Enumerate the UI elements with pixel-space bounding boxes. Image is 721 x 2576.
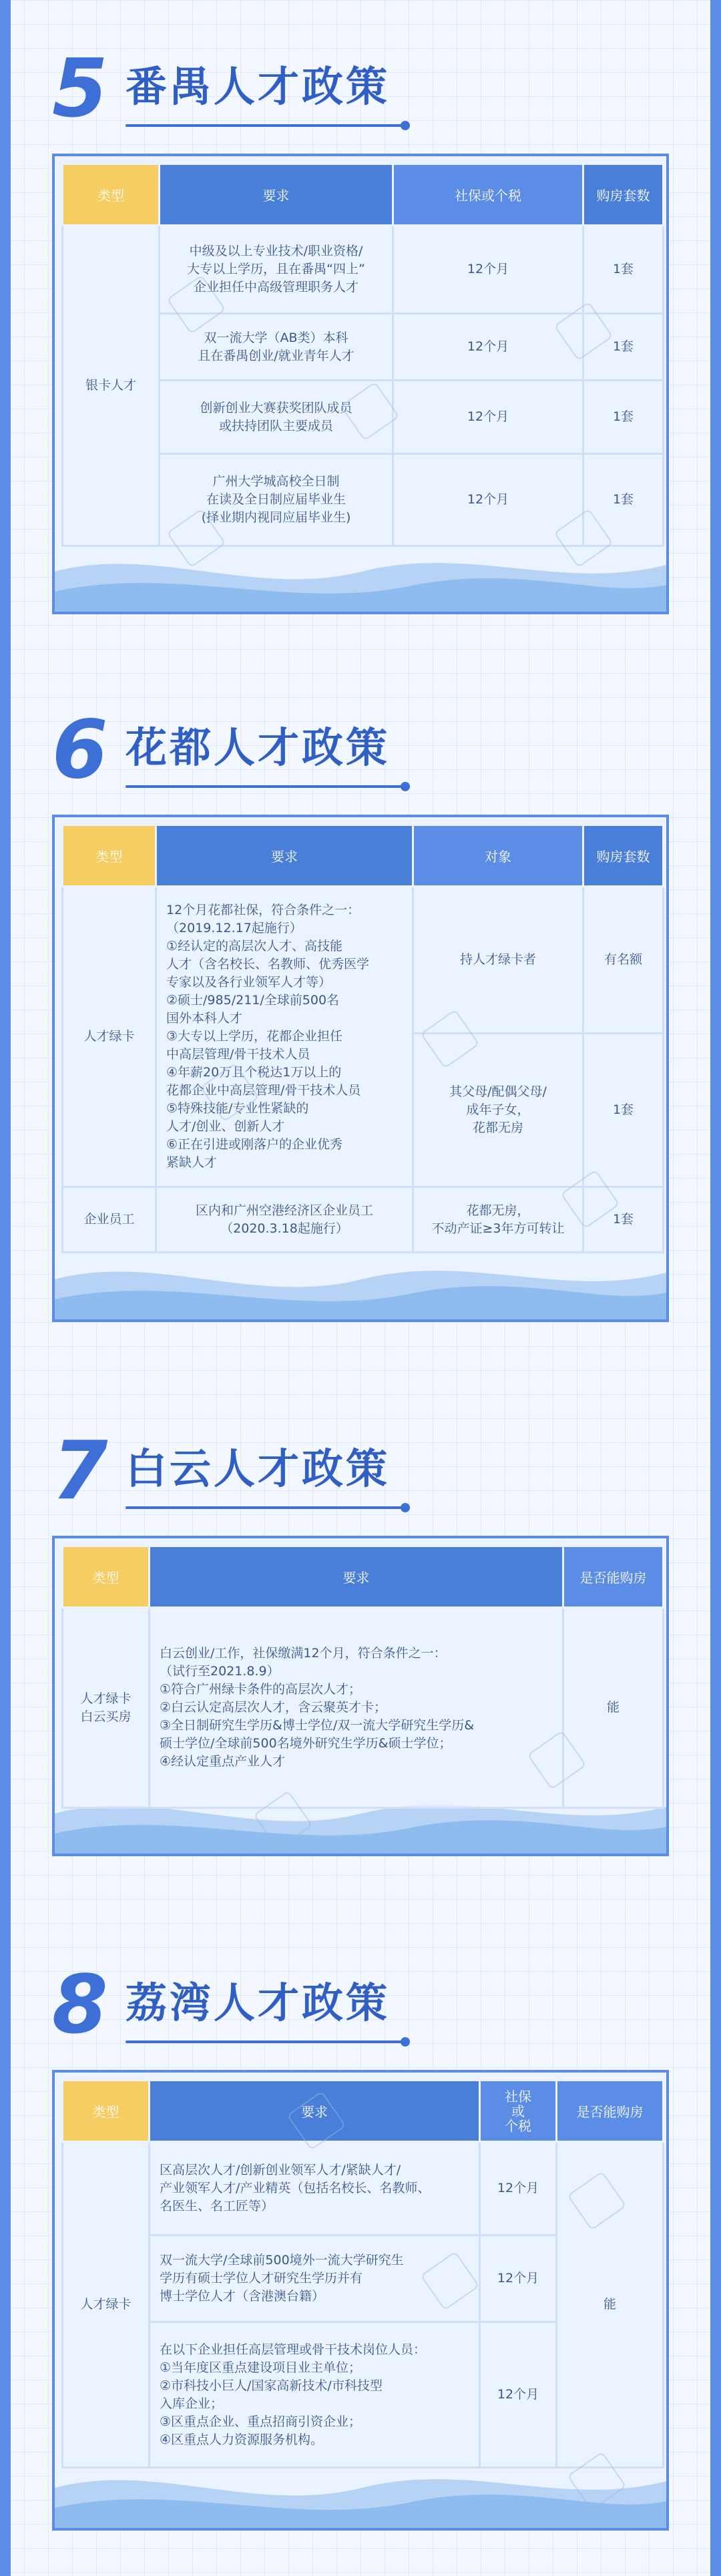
section-baiyun (52, 1422, 669, 1856)
header-house-count: 购房套数 (583, 164, 664, 226)
table-header-row (63, 825, 664, 887)
header-type: 类型 (63, 1546, 150, 1608)
policy-card (52, 154, 669, 614)
left-border (0, 0, 11, 2576)
table-header-row (63, 164, 664, 226)
requirement-cell: 区高层次人才/创新创业领军人才/紧缺人才/ 产业领军人才/产业精英（包括名校长、名教师、 名医生、名工匠等） (150, 2142, 480, 2235)
title-underline (126, 124, 406, 127)
wave-decoration (55, 1246, 666, 1319)
section-huadu (52, 701, 669, 1322)
header-type: 类型 (63, 2081, 150, 2142)
section-title: 白云人才政策 (126, 1444, 391, 1493)
requirement-cell: 区内和广州空港经济区企业员工 （2020.3.18起施行） (156, 1187, 413, 1253)
section-number: 6 (52, 704, 108, 797)
requirement-cell: 中级及以上专业技术/职业资格/ 大专以上学历，且在番禺“四上” 企业担任中高级管理职务人才 (160, 226, 393, 314)
header-house-count: 购房套数 (583, 825, 664, 887)
table-header-row (63, 1546, 664, 1608)
header-target: 对象 (413, 825, 583, 887)
type-cell: 人才绿卡 (63, 887, 156, 1187)
tax-cell: 12个月 (480, 2142, 557, 2235)
header-requirement: 要求 (150, 1546, 563, 1608)
section-number: 5 (52, 43, 108, 136)
count-cell: 1套 (583, 1034, 664, 1187)
section-number: 7 (52, 1425, 108, 1518)
table-row (63, 1608, 664, 1808)
header-can-buy: 是否能购房 (557, 2081, 664, 2142)
section-title: 荔湾人才政策 (126, 1978, 391, 2027)
title-underline (126, 785, 406, 788)
section-liwan (52, 1956, 669, 2531)
section-panyu (52, 40, 669, 614)
can-buy-cell: 能 (563, 1608, 664, 1808)
can-buy-cell: 能 (557, 2142, 664, 2468)
table-header-row (63, 2081, 664, 2142)
header-social-security: 社保 或 个税 (480, 2081, 557, 2142)
type-cell: 银卡人才 (63, 226, 160, 546)
tax-cell: 12个月 (393, 226, 583, 314)
title-underline (126, 1506, 406, 1509)
policy-card (52, 2070, 669, 2531)
section-header (52, 701, 669, 815)
target-cell: 其父母/配偶父母/ 成年子女， 花都无房 (413, 1034, 583, 1187)
count-cell: 1套 (583, 1187, 664, 1253)
tax-cell: 12个月 (480, 2322, 557, 2468)
requirement-cell: 广州大学城高校全日制 在读及全日制应届毕业生 (择业期内视同应届毕业生) (160, 454, 393, 546)
section-header (52, 40, 669, 154)
policy-card (52, 815, 669, 1322)
count-cell: 1套 (583, 226, 664, 314)
table-row (63, 226, 664, 314)
target-cell: 花都无房， 不动产证≥3年方可转让 (413, 1187, 583, 1253)
header-social-security: 社保或个税 (393, 164, 583, 226)
title-underline (126, 2041, 406, 2043)
type-cell: 企业员工 (63, 1187, 156, 1253)
tax-cell: 12个月 (393, 314, 583, 381)
count-cell: 1套 (583, 454, 664, 546)
requirement-cell: 创新创业大赛获奖团队成员 或扶持团队主要成员 (160, 381, 393, 454)
section-title: 花都人才政策 (126, 723, 391, 772)
tax-cell: 12个月 (480, 2235, 557, 2322)
requirement-cell: 12个月花都社保，符合条件之一： （2019.12.17起施行） ①经认定的高层次人才、高技能 人才（含名校长、名教师、优秀医学 专家以及各行业领军人才等） ②硕士/985/211/全球前500名 国外本科人才 ③大专以上学历，花都企业担任 中高层管理/骨干技术人员 ④年薪20万且个税达1万以上的 花都企业中高层管理/骨干技术人员 ⑤特殊技能/专业性紧缺的 人才/创业、创新人才 ⑥正在引进或刚落户的企业优秀 紧缺人才 (156, 887, 413, 1187)
header-can-buy: 是否能购房 (563, 1546, 664, 1608)
target-cell: 持人才绿卡者 (413, 887, 583, 1034)
tax-cell: 12个月 (393, 454, 583, 546)
section-title: 番禺人才政策 (126, 62, 391, 111)
type-cell: 人才绿卡 (63, 2142, 150, 2468)
section-header (52, 1956, 669, 2070)
requirement-cell: 双一流大学（AB类）本科 且在番禺创业/就业青年人才 (160, 314, 393, 381)
header-requirement: 要求 (150, 2081, 480, 2142)
table-row (63, 887, 664, 1034)
count-cell: 1套 (583, 314, 664, 381)
count-cell: 1套 (583, 381, 664, 454)
header-type: 类型 (63, 825, 156, 887)
header-requirement: 要求 (160, 164, 393, 226)
policy-card (52, 1536, 669, 1856)
type-cell: 人才绿卡 白云买房 (63, 1608, 150, 1808)
requirement-cell: 双一流大学/全球前500境外一流大学研究生 学历有硕士学位人才研究生学历并有 博士学位人才（含港澳台籍） (150, 2235, 480, 2322)
requirement-cell: 在以下企业担任高层管理或骨干技术岗位人员： ①当年度区重点建设项目业主单位； ②市科技小巨人/国家高新技术/市科技型 入库企业； ③区重点企业、重点招商引资企业； ④区重点人力资源服务机构。 (150, 2322, 480, 2468)
policy-table (61, 2079, 664, 2468)
header-type: 类型 (63, 164, 160, 226)
section-header (52, 1422, 669, 1536)
requirement-cell: 白云创业/工作，社保缴满12个月，符合条件之一： （试行至2021.8.9） ①符合广州绿卡条件的高层次人才； ②白云认定高层次人才，含云聚英才卡； ③全日制研究生学历&博士学位/双一流大学研究生学历& 硕士学位/全球前500名境外研究生学历&硕士学位； ④经认定重点产业人才 (150, 1608, 563, 1808)
right-border (710, 0, 721, 2576)
tax-cell: 12个月 (393, 381, 583, 454)
section-number: 8 (52, 1959, 108, 2052)
count-cell: 有名额 (583, 887, 664, 1034)
header-requirement: 要求 (156, 825, 413, 887)
table-row (63, 2142, 664, 2235)
